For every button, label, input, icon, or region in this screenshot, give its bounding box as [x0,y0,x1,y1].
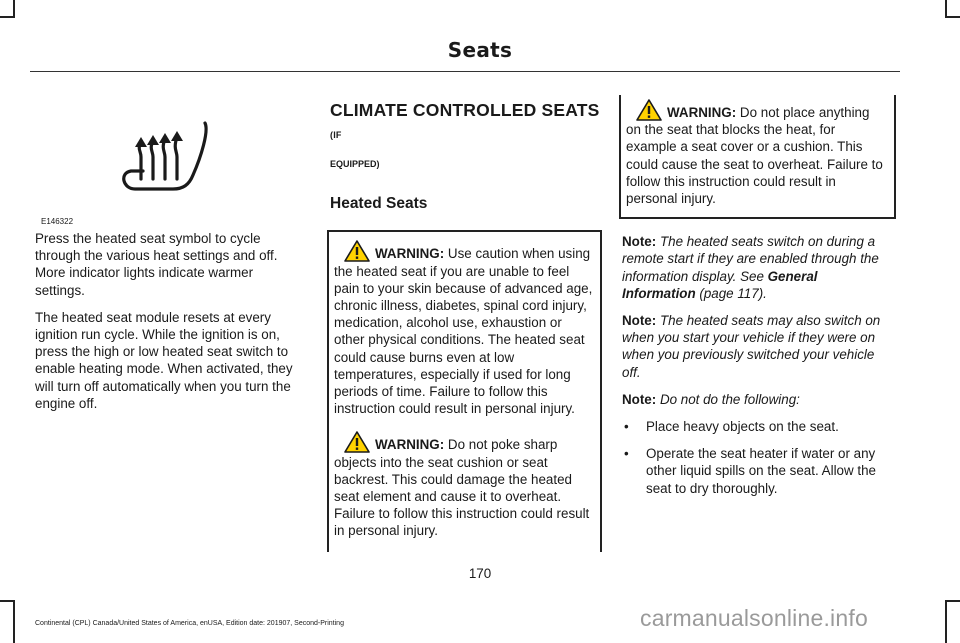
note [622,312,894,381]
warning-text: Use caution when using the heated seat if you are unable to feel pain to your skin because of advanced age, chronic illness, diabetes, spinal cord injury, medication, alcohol use, exhaustion or other physical conditions. The heated seat could cause burns even at low temperatures, especially if used for long periods of time. Failure to follow this instruction could result in personal injury. [334,246,593,417]
crop-mark [945,16,960,18]
note-label: Note: [622,391,657,407]
section-title-text: CLIMATE CONTROLLED SEATS [330,100,600,120]
list-item-text: Place heavy objects on the seat. [646,419,839,435]
warning-box [619,95,896,219]
note [622,233,894,302]
page-number: 170 [468,566,492,581]
crop-mark [13,600,15,643]
cross-reference-link[interactable]: General Information [622,268,818,301]
warning-triangle-icon [344,431,370,453]
list-item [622,445,894,497]
note-label: Note: [622,234,657,250]
figure-code: E146322 [41,217,74,226]
note-label: Note: [622,313,657,329]
warning-text: Do not poke sharp objects into the seat cushion or seat backrest. This could damage the heated seat element and cause it to overheat. Failure to follow this instruction could result in personal injury. [334,437,590,539]
middle-column [330,95,600,552]
warning [626,99,888,207]
warning-triangle-icon [636,99,662,121]
warning-triangle-icon [344,240,370,262]
note-text: The heated seats may also switch on when you start your vehicle if they were on when you previously switched your vehicle off. [622,313,881,380]
bullet: • [624,419,629,435]
heated-seat-icon [119,117,209,197]
note-text: Do not do the following: [656,391,800,407]
warning-box [327,230,602,551]
warning [334,431,594,539]
subheading: Heated Seats [330,195,428,213]
crop-mark [0,600,15,602]
figure [35,95,305,230]
warning-label: WARNING: [375,246,445,262]
header-rule [30,71,900,72]
note [622,391,894,408]
crop-mark [945,600,947,643]
list-item [622,418,894,435]
right-column [622,95,894,507]
warning-label: WARNING: [375,437,445,453]
left-column [35,95,305,422]
crop-mark [945,600,960,602]
note-text: The heated seats switch on during a remote start if they are enabled through the information display. See [622,234,879,284]
warning-text: Do not place anything on the seat that blocks the heat, for example a seat cover or a cushion. This could cause the seat to overheat. Failure to follow this instruction could result in personal injury. [626,105,883,207]
section-title-qualifier: (IF [330,130,342,140]
section-title [330,99,600,146]
page-title: Seats [447,38,513,62]
warning [334,240,594,417]
crop-mark [0,16,15,18]
list-item-text: Operate the seat heater if water or any other liquid spills on the seat. Allow the seat to dry thoroughly. [646,446,877,496]
page-reference: (page 117). [695,285,767,301]
paragraph: The heated seat module resets at every ignition run cycle. While the ignition is on, press the high or low heated seat switch to enable heating mode. When activated, they will turn off automatically when you turn the engine off. [35,309,293,411]
footer-text: Continental (CPL) Canada/United States of America, enUSA, Edition date: 201907, Second-Printing [35,620,344,627]
bullet-list [622,418,894,497]
section-title-continuation: EQUIPPED) [330,159,380,169]
paragraph: Press the heated seat symbol to cycle through the various heat settings and off. More indicator lights indicate warmer settings. [35,231,278,298]
warning-label: WARNING: [667,105,737,120]
bullet: • [624,446,629,462]
watermark: carmanualsonline.info [640,605,868,631]
